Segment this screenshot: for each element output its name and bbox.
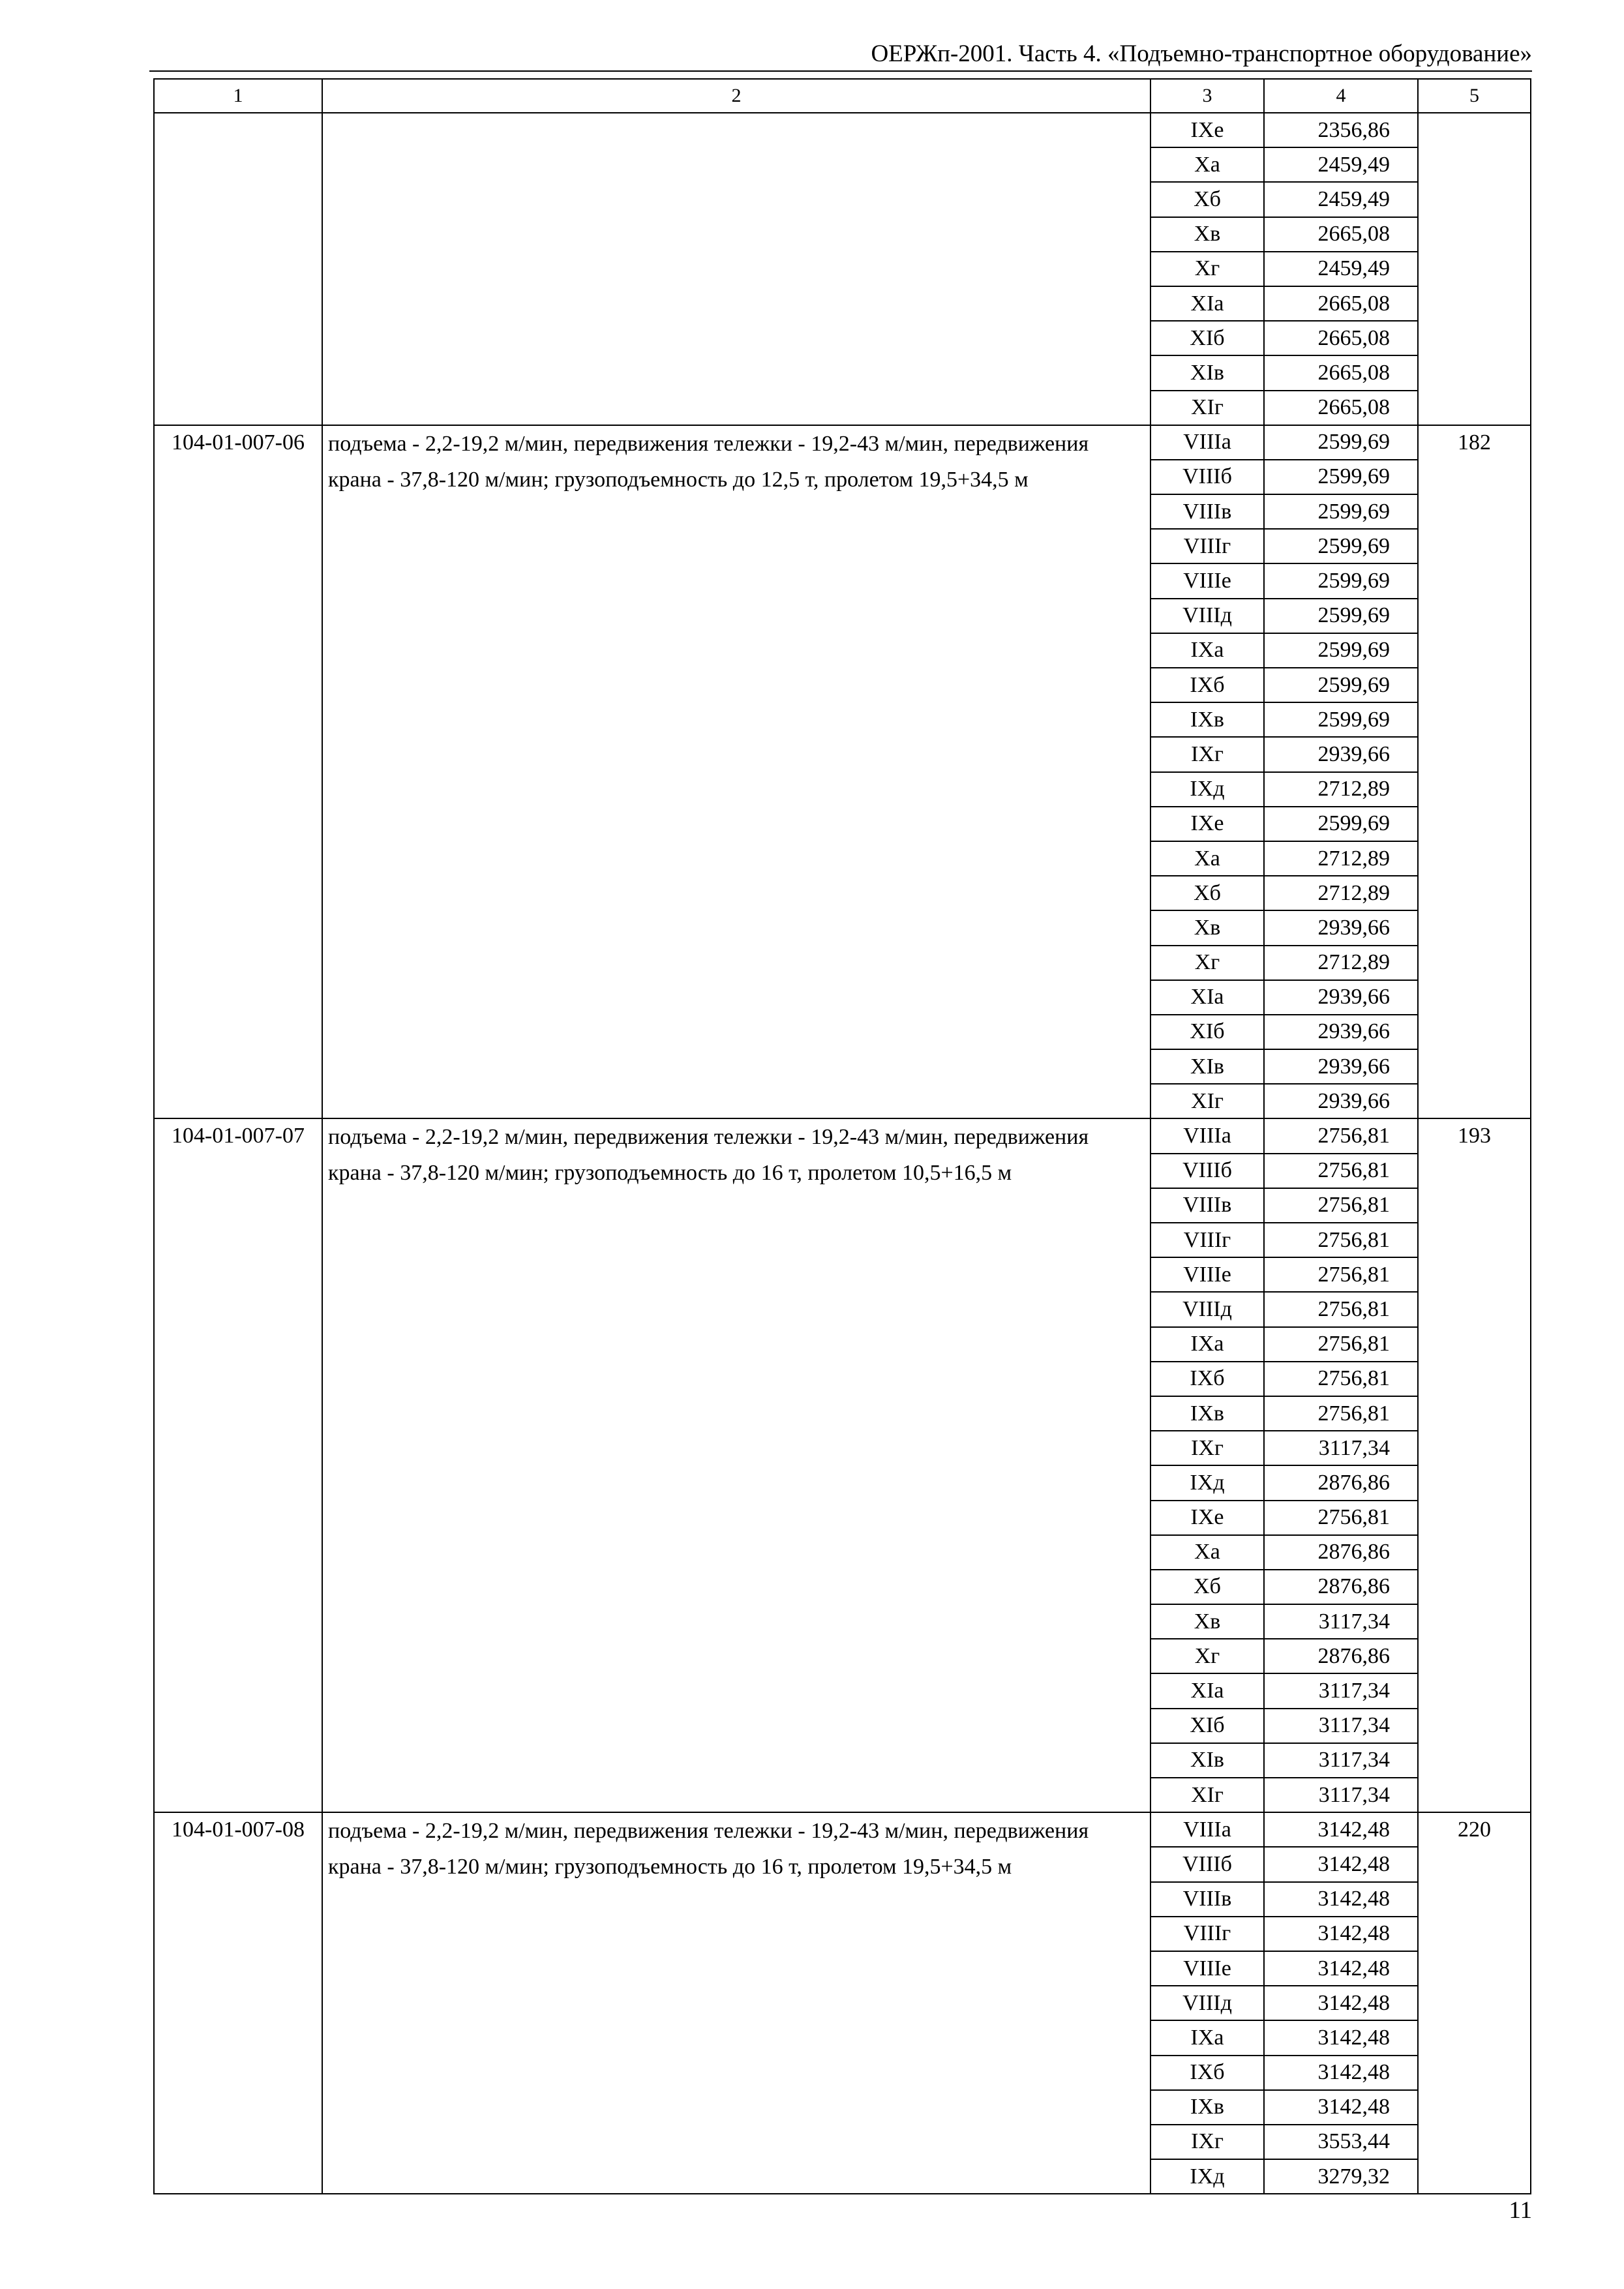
table-column-numbers [154, 79, 1531, 113]
class-cell: XIб [1150, 321, 1264, 355]
table-row [154, 425, 1531, 460]
price-cell: 2712,89 [1264, 772, 1418, 807]
class-cell: IXг [1150, 2125, 1264, 2159]
class-cell: IXб [1150, 668, 1264, 702]
price-cell: 3279,32 [1264, 2159, 1418, 2194]
table-row [154, 1812, 1531, 1847]
price-cell: 3142,48 [1264, 1986, 1418, 2020]
class-cell: VIIIд [1150, 1292, 1264, 1326]
price-cell: 2665,08 [1264, 391, 1418, 425]
price-cell: 2756,81 [1264, 1501, 1418, 1535]
price-cell: 2599,69 [1264, 425, 1418, 460]
class-cell: VIIIг [1150, 529, 1264, 563]
column-number-5: 5 [1418, 79, 1531, 113]
price-cell: 2756,81 [1264, 1292, 1418, 1326]
price-cell: 3117,34 [1264, 1778, 1418, 1812]
class-cell: XIб [1150, 1709, 1264, 1743]
class-cell: VIIIе [1150, 563, 1264, 598]
price-cell: 3142,48 [1264, 1951, 1418, 1986]
price-cell: 3142,48 [1264, 1847, 1418, 1881]
class-cell: XIв [1150, 1049, 1264, 1084]
class-cell: Xа [1150, 147, 1264, 182]
class-cell: IXв [1150, 2090, 1264, 2125]
class-cell: IXг [1150, 1431, 1264, 1465]
running-header: ОЕРЖп-2001. Часть 4. «Подъемно-транспортное оборудование» [871, 40, 1532, 67]
table-body [154, 113, 1531, 2194]
class-cell: VIIIа [1150, 1118, 1264, 1153]
price-cell: 2665,08 [1264, 355, 1418, 390]
price-table [153, 78, 1531, 2194]
class-cell: IXа [1150, 633, 1264, 668]
price-cell: 2939,66 [1264, 1049, 1418, 1084]
class-cell: XIг [1150, 1084, 1264, 1118]
class-cell: Xв [1150, 910, 1264, 945]
item-code: 104-01-007-08 [154, 1812, 322, 2194]
price-cell: 2459,49 [1264, 252, 1418, 286]
class-cell: IXв [1150, 1396, 1264, 1431]
item-description: подъема - 2,2-19,2 м/мин, передвижения тележки - 19,2-43 м/мин, передвижения крана - 37,8-120 м/мин; грузоподъемность до 12,5 т, пролетом 19,5+34,5 м [322, 425, 1150, 1119]
class-cell: XIа [1150, 1673, 1264, 1708]
quantity-cell: 193 [1418, 1118, 1531, 1812]
table-row [154, 113, 1531, 147]
class-cell: Xв [1150, 217, 1264, 252]
class-cell: Xб [1150, 1570, 1264, 1604]
price-cell: 2459,49 [1264, 147, 1418, 182]
item-code: 104-01-007-06 [154, 425, 322, 1119]
class-cell: XIа [1150, 286, 1264, 321]
price-cell: 2599,69 [1264, 563, 1418, 598]
price-cell: 2756,81 [1264, 1118, 1418, 1153]
class-cell: Xг [1150, 252, 1264, 286]
class-cell: VIIIб [1150, 1154, 1264, 1188]
class-cell: VIIIе [1150, 1951, 1264, 1986]
class-cell: VIIIв [1150, 494, 1264, 529]
price-cell: 2599,69 [1264, 599, 1418, 633]
price-cell: 3553,44 [1264, 2125, 1418, 2159]
table-row [154, 1118, 1531, 1153]
class-cell: Xв [1150, 1604, 1264, 1639]
class-cell: Xг [1150, 946, 1264, 980]
class-cell: VIIIг [1150, 1223, 1264, 1257]
price-cell: 2756,81 [1264, 1154, 1418, 1188]
price-cell: 2712,89 [1264, 876, 1418, 910]
quantity-cell: 220 [1418, 1812, 1531, 2194]
price-cell: 3142,48 [1264, 1812, 1418, 1847]
class-cell: IXб [1150, 1362, 1264, 1396]
price-cell: 3142,48 [1264, 2020, 1418, 2055]
class-cell: XIв [1150, 1743, 1264, 1778]
price-cell: 2939,66 [1264, 737, 1418, 771]
item-description: подъема - 2,2-19,2 м/мин, передвижения тележки - 19,2-43 м/мин, передвижения крана - 37,8-120 м/мин; грузоподъемность до 16 т, пролетом 10,5+16,5 м [322, 1118, 1150, 1812]
price-cell: 2599,69 [1264, 460, 1418, 494]
price-cell: 2712,89 [1264, 841, 1418, 876]
price-cell: 2599,69 [1264, 494, 1418, 529]
class-cell: Xг [1150, 1639, 1264, 1673]
quantity-cell: 182 [1418, 425, 1531, 1119]
class-cell: XIг [1150, 1778, 1264, 1812]
price-cell: 2876,86 [1264, 1535, 1418, 1570]
price-cell: 2356,86 [1264, 113, 1418, 147]
class-cell: IXг [1150, 737, 1264, 771]
price-cell: 2876,86 [1264, 1570, 1418, 1604]
class-cell: VIIIд [1150, 1986, 1264, 2020]
price-cell: 2599,69 [1264, 633, 1418, 668]
class-cell: VIIIа [1150, 1812, 1264, 1847]
price-cell: 2876,86 [1264, 1639, 1418, 1673]
quantity-cell [1418, 113, 1531, 425]
class-cell: VIIIв [1150, 1882, 1264, 1917]
price-cell: 2599,69 [1264, 807, 1418, 841]
price-cell: 2756,81 [1264, 1396, 1418, 1431]
item-code: 104-01-007-07 [154, 1118, 322, 1812]
class-cell: VIIIб [1150, 1847, 1264, 1881]
class-cell: Xа [1150, 1535, 1264, 1570]
page-number: 11 [1509, 2197, 1532, 2224]
item-description: подъема - 2,2-19,2 м/мин, передвижения тележки - 19,2-43 м/мин, передвижения крана - 37,8-120 м/мин; грузоподъемность до 16 т, пролетом 19,5+34,5 м [322, 1812, 1150, 2194]
price-cell: 3117,34 [1264, 1604, 1418, 1639]
class-cell: Xа [1150, 841, 1264, 876]
column-number-1: 1 [154, 79, 322, 113]
class-cell: IXб [1150, 2056, 1264, 2090]
class-cell: Xб [1150, 876, 1264, 910]
price-cell: 2665,08 [1264, 217, 1418, 252]
price-cell: 3142,48 [1264, 1882, 1418, 1917]
price-cell: 3117,34 [1264, 1709, 1418, 1743]
price-cell: 3142,48 [1264, 1917, 1418, 1951]
price-cell: 3142,48 [1264, 2056, 1418, 2090]
class-cell: IXд [1150, 2159, 1264, 2194]
price-cell: 2756,81 [1264, 1327, 1418, 1362]
price-cell: 2939,66 [1264, 1015, 1418, 1049]
price-cell: 2756,81 [1264, 1223, 1418, 1257]
column-number-4: 4 [1264, 79, 1418, 113]
class-cell: XIв [1150, 355, 1264, 390]
class-cell: XIб [1150, 1015, 1264, 1049]
class-cell: IXд [1150, 772, 1264, 807]
price-cell: 2939,66 [1264, 1084, 1418, 1118]
price-cell: 3117,34 [1264, 1431, 1418, 1465]
price-cell: 2939,66 [1264, 910, 1418, 945]
price-cell: 2665,08 [1264, 321, 1418, 355]
item-code [154, 113, 322, 425]
price-cell: 2939,66 [1264, 980, 1418, 1015]
price-cell: 2756,81 [1264, 1188, 1418, 1223]
column-number-2: 2 [322, 79, 1150, 113]
class-cell: VIIIг [1150, 1917, 1264, 1951]
class-cell: IXа [1150, 1327, 1264, 1362]
class-cell: VIIIа [1150, 425, 1264, 460]
price-cell: 2459,49 [1264, 182, 1418, 217]
class-cell: IXд [1150, 1465, 1264, 1500]
class-cell: Xб [1150, 182, 1264, 217]
class-cell: IXв [1150, 702, 1264, 737]
item-description [322, 113, 1150, 425]
price-cell: 2756,81 [1264, 1362, 1418, 1396]
class-cell: XIг [1150, 391, 1264, 425]
price-cell: 2756,81 [1264, 1257, 1418, 1292]
price-cell: 3142,48 [1264, 2090, 1418, 2125]
class-cell: IXа [1150, 2020, 1264, 2055]
class-cell: VIIIв [1150, 1188, 1264, 1223]
class-cell: XIа [1150, 980, 1264, 1015]
price-cell: 2712,89 [1264, 946, 1418, 980]
price-cell: 2599,69 [1264, 529, 1418, 563]
price-cell: 2599,69 [1264, 668, 1418, 702]
class-cell: VIIIб [1150, 460, 1264, 494]
price-cell: 3117,34 [1264, 1673, 1418, 1708]
class-cell: VIIIе [1150, 1257, 1264, 1292]
class-cell: IXе [1150, 807, 1264, 841]
class-cell: VIIIд [1150, 599, 1264, 633]
price-cell: 2599,69 [1264, 702, 1418, 737]
class-cell: IXе [1150, 1501, 1264, 1535]
header-rule [149, 70, 1532, 72]
class-cell: IXе [1150, 113, 1264, 147]
column-number-3: 3 [1150, 79, 1264, 113]
price-cell: 2665,08 [1264, 286, 1418, 321]
price-cell: 3117,34 [1264, 1743, 1418, 1778]
price-cell: 2876,86 [1264, 1465, 1418, 1500]
